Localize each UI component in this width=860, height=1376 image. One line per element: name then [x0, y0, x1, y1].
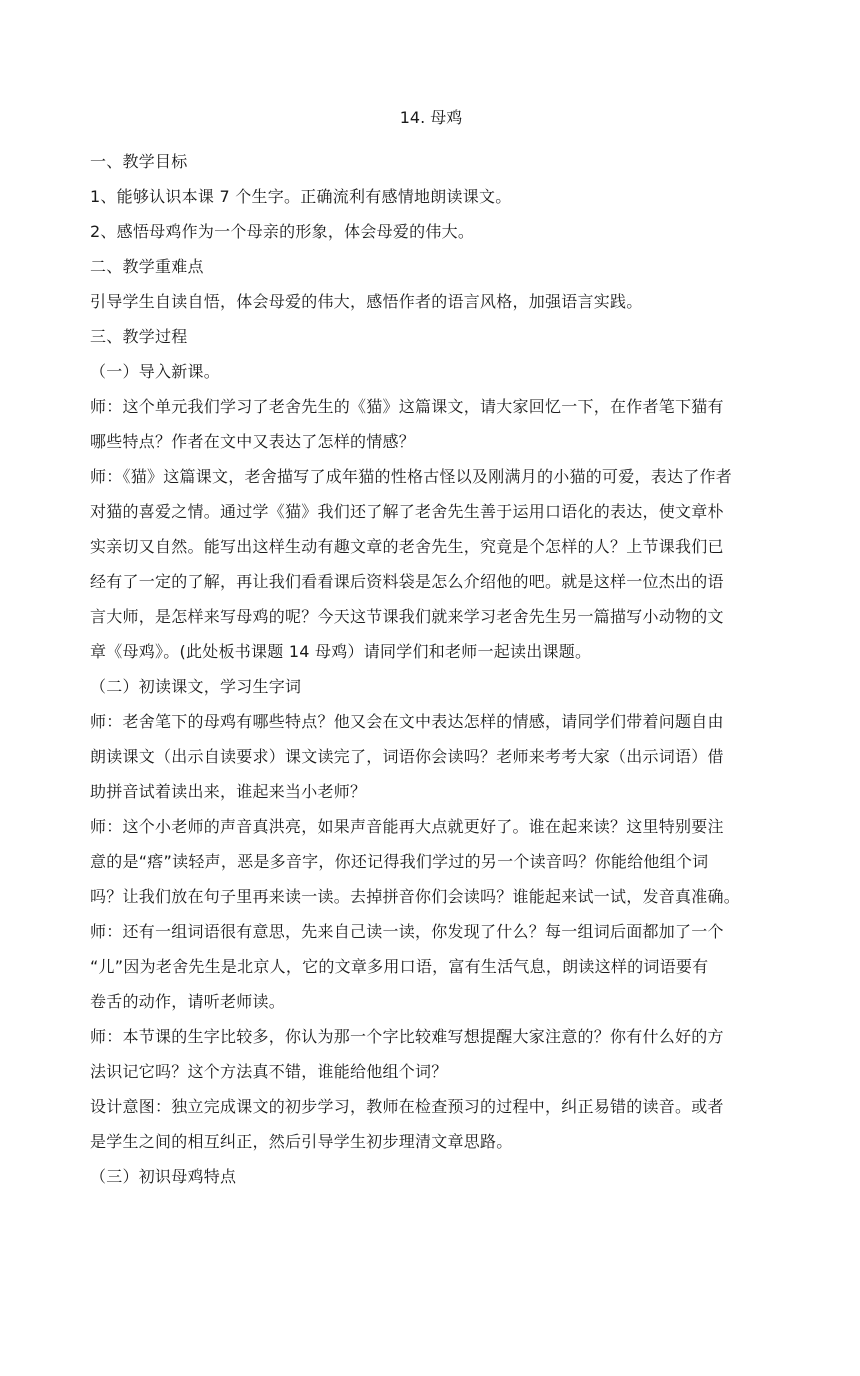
text-line: 对猫的喜爱之情。通过学《猫》我们还了解了老舍先生善于运用口语化的表达，使文章朴: [90, 502, 724, 521]
paragraph: [90, 459, 772, 669]
text-line: “儿”因为老舍先生是北京人，它的文章多用口语，富有生活气息，朗读这样的词语要有: [90, 957, 709, 976]
text-line: 一、教学目标: [90, 152, 188, 171]
paragraph: [90, 914, 772, 1019]
text-line: 经有了一定的了解，再让我们看看课后资料袋是怎么介绍他的吧。就是这样一位杰出的语: [90, 572, 724, 591]
text-line: 二、教学重难点: [90, 257, 204, 276]
text-line: 哪些特点？作者在文中又表达了怎样的情感？: [90, 432, 416, 451]
text-line: 师：这个小老师的声音真洪亮，如果声音能再大点就更好了。谁在起来读？这里特别要注: [90, 817, 724, 836]
text-line: 师：老舍笔下的母鸡有哪些特点？他又会在文中表达怎样的情感，请同学们带着问题自由: [90, 712, 724, 731]
paragraph: [90, 354, 772, 389]
document-title: 14. 母鸡: [399, 108, 463, 127]
paragraph: [90, 809, 772, 914]
paragraph: [90, 1159, 772, 1194]
text-line: 师：本节课的生字比较多，你认为那一个字比较难写想提醒大家注意的？你有什么好的方: [90, 1027, 724, 1046]
paragraph: [90, 144, 772, 179]
text-line: （三）初识母鸡特点: [90, 1167, 237, 1186]
text-line: 师：《猫》这篇课文，老舍描写了成年猫的性格古怪以及刚满月的小猫的可爱，表达了作者: [90, 467, 733, 486]
paragraph: [90, 179, 772, 214]
document-page: [90, 104, 772, 1194]
document-body: [90, 144, 772, 1194]
text-line: 是学生之间的相互纠正，然后引导学生初步理清文章思路。: [90, 1132, 513, 1151]
text-line: 三、教学过程: [90, 327, 188, 346]
paragraph: [90, 389, 772, 459]
paragraph: [90, 319, 772, 354]
text-line: 卷舌的动作，请听老师读。: [90, 992, 286, 1011]
text-line: 助拼音试着读出来，谁起来当小老师？: [90, 782, 367, 801]
text-line: 章《母鸡》。(此处板书课题 14 母鸡）请同学们和老师一起读出课题。: [90, 642, 592, 661]
paragraph: [90, 214, 772, 249]
paragraph: [90, 1089, 772, 1159]
text-line: （一）导入新课。: [90, 362, 221, 381]
text-line: 引导学生自读自悟，体会母爱的伟大，感悟作者的语言风格，加强语言实践。: [90, 292, 643, 311]
text-line: 言大师，是怎样来写母鸡的呢？今天这节课我们就来学习老舍先生另一篇描写小动物的文: [90, 607, 724, 626]
text-line: 朗读课文（出示自读要求）课文读完了，词语你会读吗？老师来考考大家（出示词语）借: [90, 747, 724, 766]
paragraph: [90, 669, 772, 704]
paragraph: [90, 284, 772, 319]
text-line: 设计意图：独立完成课文的初步学习，教师在检查预习的过程中，纠正易错的读音。或者: [90, 1097, 724, 1116]
text-line: 实亲切又自然。能写出这样生动有趣文章的老舍先生，究竟是个怎样的人？上节课我们已: [90, 537, 724, 556]
text-line: 意的是“瘩”读轻声，恶是多音字，你还记得我们学过的另一个读音吗？你能给他组个词: [90, 852, 709, 871]
text-line: 吗？让我们放在句子里再来读一读。去掉拼音你们会读吗？谁能起来试一试，发音真准确。: [90, 887, 741, 906]
paragraph: [90, 249, 772, 284]
paragraph: [90, 1019, 772, 1089]
paragraph: [90, 704, 772, 809]
text-line: 1、能够认识本课 7 个生字。正确流利有感情地朗读课文。: [90, 187, 512, 206]
text-line: 2、感悟母鸡作为一个母亲的形象，体会母爱的伟大。: [90, 222, 475, 241]
text-line: （二）初读课文，学习生字词: [90, 677, 302, 696]
text-line: 师：还有一组词语很有意思，先来自己读一读，你发现了什么？每一组词后面都加了一个: [90, 922, 724, 941]
text-line: 师：这个单元我们学习了老舍先生的《猫》这篇课文，请大家回忆一下，在作者笔下猫有: [90, 397, 724, 416]
text-line: 法识记它吗？这个方法真不错，谁能给他组个词？: [90, 1062, 448, 1081]
